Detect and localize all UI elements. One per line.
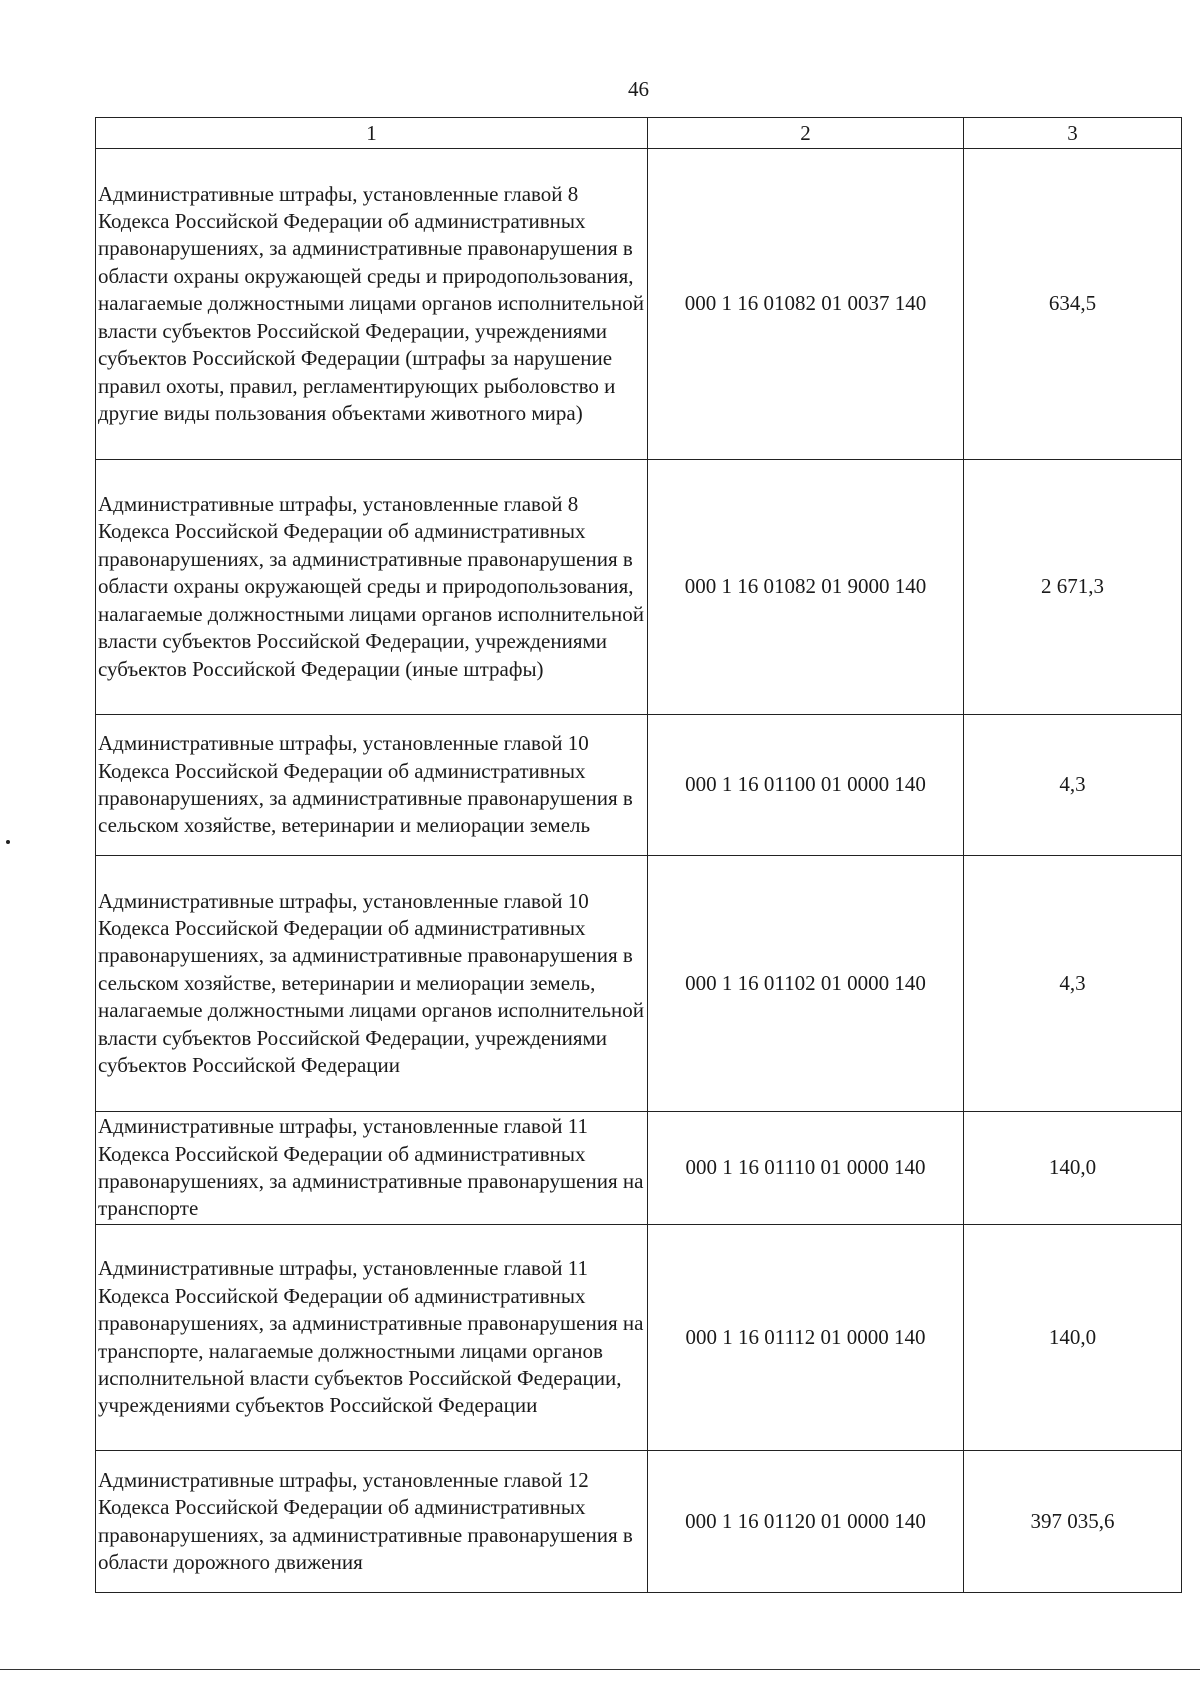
row-amount: 4,3: [964, 715, 1182, 856]
row-description: Административные штрафы, установленные главой 12 Кодекса Российской Федерации об административных правонарушениях, за административные правонарушения в области дорожного движения: [96, 1451, 648, 1593]
page-number: 46: [628, 77, 649, 101]
table-row: [96, 460, 1182, 715]
row-code: 000 1 16 01110 01 0000 140: [648, 1112, 964, 1225]
column-header-1: 1: [96, 118, 648, 149]
table-row: [96, 1112, 1182, 1225]
row-code: 000 1 16 01082 01 0037 140: [648, 149, 964, 460]
row-amount: 634,5: [964, 149, 1182, 460]
row-description: Административные штрафы, установленные главой 11 Кодекса Российской Федерации об административных правонарушениях, за административные правонарушения на транспорте, налагаемые должностными лицами органов исполнительной власти субъектов Российской Федерации, учреждениями субъектов Российской Федерации: [96, 1225, 648, 1451]
row-amount: 140,0: [964, 1225, 1182, 1451]
row-code: 000 1 16 01112 01 0000 140: [648, 1225, 964, 1451]
row-description: Административные штрафы, установленные главой 11 Кодекса Российской Федерации об административных правонарушениях, за административные правонарушения на транспорте: [96, 1112, 648, 1225]
column-header-2: 2: [648, 118, 964, 149]
revenue-table: [95, 117, 1182, 1593]
scan-speck: [6, 840, 10, 844]
column-header-3: 3: [964, 118, 1182, 149]
row-amount: 2 671,3: [964, 460, 1182, 715]
table-row: [96, 856, 1182, 1112]
table-row: [96, 1225, 1182, 1451]
row-amount: 140,0: [964, 1112, 1182, 1225]
table-row: [96, 149, 1182, 460]
row-code: 000 1 16 01102 01 0000 140: [648, 856, 964, 1112]
row-description: Административные штрафы, установленные главой 10 Кодекса Российской Федерации об административных правонарушениях, за административные правонарушения в сельском хозяйстве, ветеринарии и мелиорации земель, налагаемые должностными лицами органов исполнительной власти субъектов Российской Федерации, учреждениями субъектов Российской Федерации: [96, 856, 648, 1112]
row-amount: 397 035,6: [964, 1451, 1182, 1593]
row-description: Административные штрафы, установленные главой 10 Кодекса Российской Федерации об административных правонарушениях, за административные правонарушения в сельском хозяйстве, ветеринарии и мелиорации земель: [96, 715, 648, 856]
row-amount: 4,3: [964, 856, 1182, 1112]
row-code: 000 1 16 01082 01 9000 140: [648, 460, 964, 715]
row-code: 000 1 16 01120 01 0000 140: [648, 1451, 964, 1593]
row-code: 000 1 16 01100 01 0000 140: [648, 715, 964, 856]
row-description: Административные штрафы, установленные главой 8 Кодекса Российской Федерации об административных правонарушениях, за административные правонарушения в области охраны окружающей среды и природопользования, налагаемые должностными лицами органов исполнительной власти субъектов Российской Федерации, учреждениями субъектов Российской Федерации (штрафы за нарушение правил охоты, правил, регламентирующих рыболовство и другие виды пользования объектами животного мира): [96, 149, 648, 460]
footer-rule: [0, 1669, 1200, 1670]
row-description: Административные штрафы, установленные главой 8 Кодекса Российской Федерации об административных правонарушениях, за административные правонарушения в области охраны окружающей среды и природопользования, налагаемые должностными лицами органов исполнительной власти субъектов Российской Федерации, учреждениями субъектов Российской Федерации (иные штрафы): [96, 460, 648, 715]
table-header-row: [96, 118, 1182, 149]
table-row: [96, 1451, 1182, 1593]
table-row: [96, 715, 1182, 856]
